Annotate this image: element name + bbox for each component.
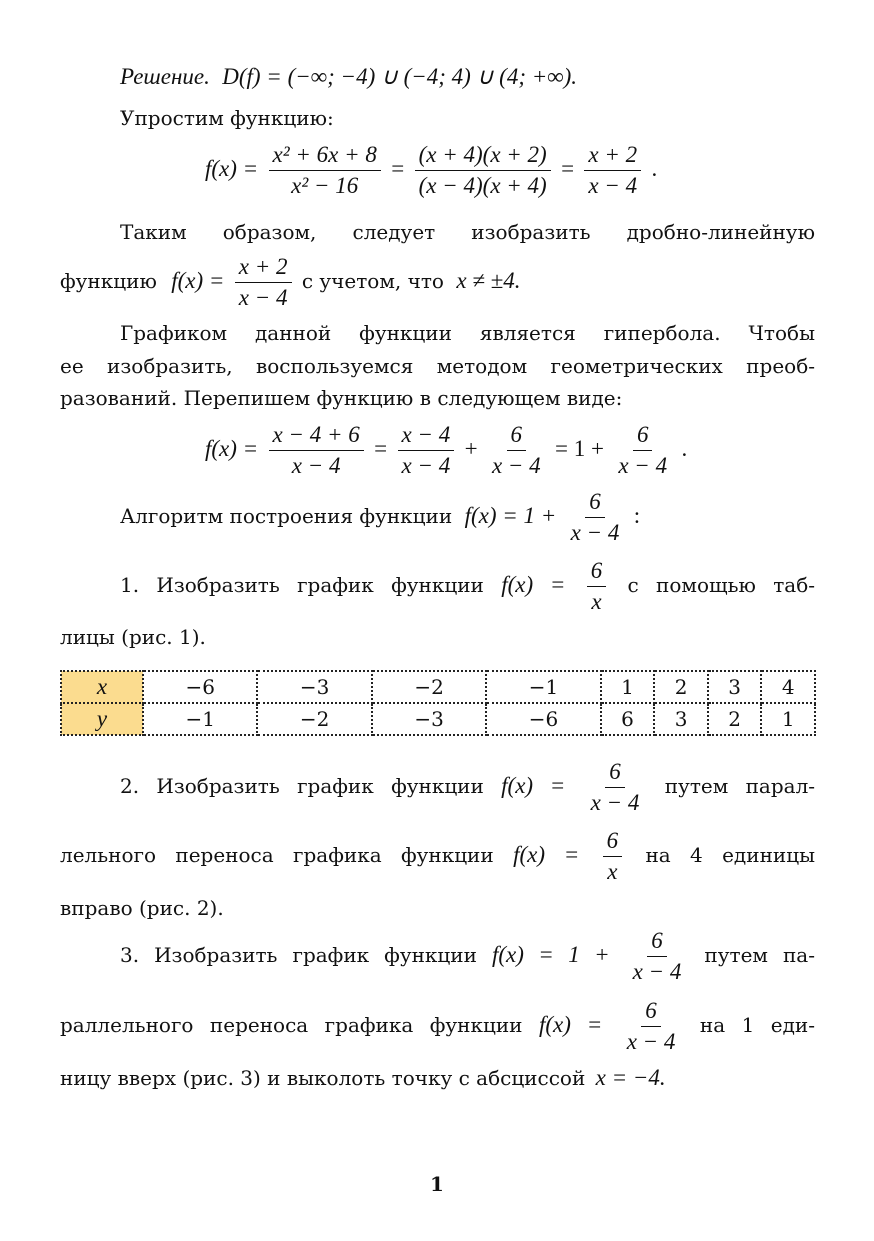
equals: = (391, 156, 405, 181)
numerator: 6 (587, 556, 607, 587)
fraction (603, 826, 623, 887)
numerator: x − 4 (398, 420, 455, 451)
equation-2 (205, 420, 805, 481)
table-cell: −1 (486, 671, 600, 703)
denominator: x − 4 (632, 959, 682, 984)
equals-one-plus: = 1 + (555, 436, 604, 461)
text: 3. Изобразить график функции (120, 943, 477, 967)
step2-line3: вправо (рис. 2). (60, 896, 224, 920)
condition: x ≠ ±4. (456, 268, 521, 293)
fx: f(x) = (171, 268, 225, 293)
numerator: (x + 4)(x + 2) (415, 140, 551, 171)
algorithm-line (120, 487, 815, 548)
text: с помощью таб- (627, 573, 816, 597)
denominator: x (591, 589, 602, 614)
solution-label: Решение. (120, 64, 210, 89)
p2-line1: Графиком данной функции является гипербола. Чтобы (120, 321, 815, 345)
numerator: x² + 6x + 8 (269, 140, 381, 171)
step2-line1 (120, 757, 815, 818)
fraction (269, 140, 381, 201)
fraction (488, 420, 545, 481)
numerator: 6 (633, 420, 653, 451)
text: путем парал- (664, 774, 816, 798)
table-cell: −3 (372, 703, 486, 735)
denominator: x² − 16 (291, 173, 359, 198)
p1-line1: Таким образом, следует изобразить дробно-линейную (120, 220, 815, 244)
table-cell: −6 (486, 703, 600, 735)
table-row-x (61, 671, 815, 703)
numerator: 6 (585, 487, 605, 518)
table-cell: −3 (257, 671, 371, 703)
numerator: x + 2 (235, 252, 292, 283)
text: лельного переноса графика функции (60, 843, 494, 867)
text: ницу вверх (рис. 3) и выколоть точку с абсциссой (60, 1066, 586, 1090)
domain-formula: D(f) = (−∞; −4) ∪ (−4; 4) ∪ (4; +∞). (222, 64, 578, 89)
table-cell: −6 (143, 671, 257, 703)
step3-line2 (60, 996, 815, 1057)
p2-line2: ее изобразить, воспользуемся методом геометрических преоб- (60, 354, 815, 378)
period: . (681, 436, 688, 461)
row-header-x: x (61, 671, 143, 703)
period: . (651, 156, 658, 181)
numerator: 6 (507, 420, 527, 451)
equals: = (374, 436, 388, 461)
text: Алгоритм построения функции (120, 504, 453, 528)
numerator: 6 (647, 926, 667, 957)
equals: = (561, 156, 575, 181)
values-table (60, 670, 816, 736)
table-cell: 3 (708, 671, 762, 703)
numerator: x − 4 + 6 (269, 420, 364, 451)
fraction (567, 487, 624, 548)
equation-1 (205, 140, 805, 201)
plus: + (464, 436, 478, 461)
denominator: x − 4 (590, 790, 640, 815)
text: функцию (60, 269, 157, 293)
eq1-lhs: f(x) = (205, 156, 259, 181)
step3-line1 (120, 926, 815, 987)
table-cell: −2 (257, 703, 371, 735)
table-cell: −2 (372, 671, 486, 703)
condition: x = −4. (595, 1065, 666, 1090)
denominator: x − 4 (588, 173, 638, 198)
text: на 1 еди- (699, 1013, 815, 1037)
denominator: (x − 4)(x + 4) (418, 173, 547, 198)
fx: f(x) = 1 + (491, 942, 610, 967)
fx: f(x) = (501, 572, 566, 597)
table-cell: 2 (654, 671, 708, 703)
denominator: x − 4 (618, 453, 668, 478)
denominator: x − 4 (626, 1029, 676, 1054)
table-cell: 3 (654, 703, 708, 735)
text: 1. Изобразить график функции (120, 573, 484, 597)
eq2-lhs: f(x) = (205, 436, 259, 461)
text: раллельного переноса графика функции (60, 1013, 523, 1037)
denominator: x − 4 (291, 453, 341, 478)
fx: f(x) = 1 + (464, 503, 557, 528)
table-cell: 2 (708, 703, 762, 735)
table-cell: 1 (761, 703, 815, 735)
denominator: x − 4 (491, 453, 541, 478)
fraction (614, 420, 671, 481)
text: на 4 единицы (645, 843, 816, 867)
solution-line (120, 63, 815, 91)
p2-line3: разований. Перепишем функцию в следующем виде: (60, 386, 623, 410)
numerator: 6 (641, 996, 661, 1027)
fraction (584, 140, 641, 201)
step2-line2 (60, 826, 815, 887)
table-row-y (61, 703, 815, 735)
numerator: 6 (603, 826, 623, 857)
colon: : (633, 503, 641, 528)
fraction (415, 140, 551, 201)
table-cell: 4 (761, 671, 815, 703)
step1-line1 (120, 556, 815, 617)
denominator: x − 4 (570, 520, 620, 545)
row-header-y: y (61, 703, 143, 735)
denominator: x − 4 (401, 453, 451, 478)
step3-line3 (60, 1064, 815, 1092)
table-cell: 6 (601, 703, 655, 735)
fraction (235, 252, 292, 313)
fx: f(x) = (538, 1012, 603, 1037)
denominator: x − 4 (238, 285, 288, 310)
fraction (398, 420, 455, 481)
page-number: 1 (430, 1172, 444, 1196)
text: 2. Изобразить график функции (120, 774, 484, 798)
numerator: 6 (605, 757, 625, 788)
text: путем па- (704, 943, 815, 967)
fraction (269, 420, 364, 481)
fx: f(x) = (513, 842, 580, 867)
text: с учетом, что (301, 269, 444, 293)
numerator: x + 2 (584, 140, 641, 171)
table-cell: 1 (601, 671, 655, 703)
fraction (623, 996, 680, 1057)
table-cell: −1 (143, 703, 257, 735)
step1-line2: лицы (рис. 1). (60, 625, 206, 649)
fraction (629, 926, 686, 987)
p1-line2 (60, 252, 815, 313)
fx: f(x) = (501, 773, 566, 798)
fraction (587, 757, 644, 818)
fraction (587, 556, 607, 617)
denominator: x (607, 859, 618, 884)
simplify-text: Упростим функцию: (120, 106, 334, 130)
